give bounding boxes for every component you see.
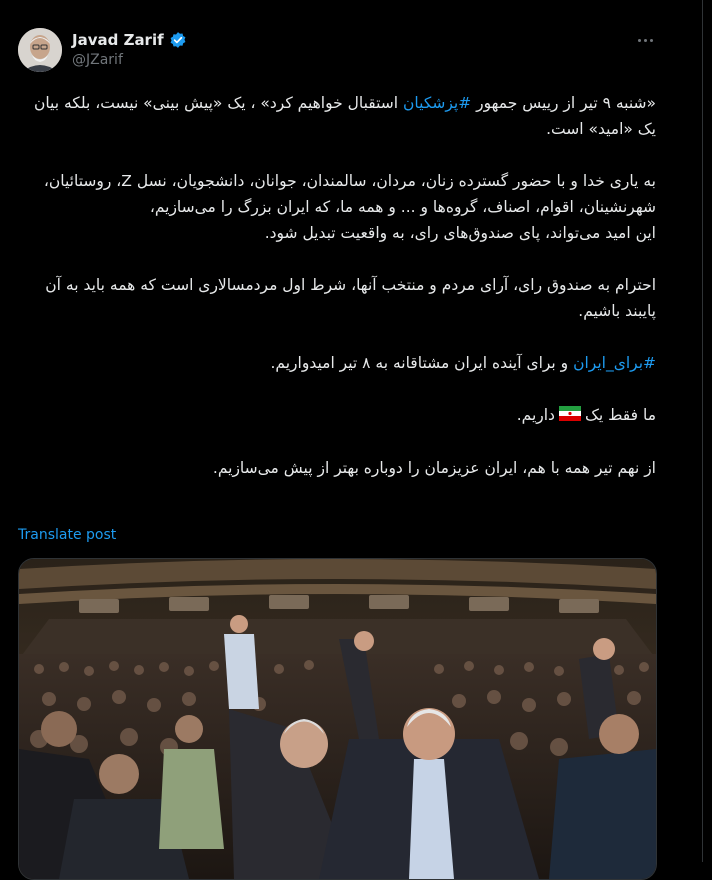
tweet-paragraph-1: «شنبه ۹ تیر از رییس جمهور #پزشکیان استقبال خواهیم کرد» ، یک «پیش بینی» نیست، بلکه بیان یک «امید» است. — [33, 94, 656, 138]
more-options-icon[interactable] — [634, 30, 656, 50]
tweet-paragraph-6: از نهم تیر همه با هم، ایران عزیزمان را دوباره بهتر از پیش می‌سازیم. — [212, 458, 656, 477]
hashtag-link[interactable]: #برای_ایران — [573, 354, 656, 372]
verified-badge-icon — [169, 31, 187, 49]
tweet-paragraph-3: احترام به صندوق رای، آرای مردم و منتخب آنها، شرط اول مردمسالاری است که همه باید به آن پایبند باشیم. — [45, 276, 656, 320]
timeline-divider — [702, 0, 703, 862]
tweet-paragraph-4: #برای_ایران و برای آینده ایران مشتاقانه به ۸ تیر امیدواریم. — [270, 354, 656, 372]
avatar[interactable] — [18, 28, 62, 72]
author-handle[interactable]: @JZarif — [72, 52, 123, 68]
tweet-paragraph-5: ما فقط یکداریم. — [18, 402, 656, 429]
iran-flag-emoji — [559, 403, 581, 429]
hashtag-link[interactable]: #پزشکیان — [403, 94, 472, 112]
tweet-paragraph-2b: این امید می‌تواند، پای صندوق‌های رای، به واقعیت تبدیل شود. — [264, 224, 656, 242]
tweet-paragraph-2: به یاری خدا و با حضور گسترده زنان، مردان، سالمندان، جوانان، دانشجویان، نسل Z، روستائیان، شهرنشینان، اقوام، اصناف، گروه‌ها و ... و همه ما، که ایران بزرگ را می‌سازیم، — [43, 172, 656, 216]
tweet-text — [18, 90, 656, 481]
tweet-photo[interactable] — [18, 558, 657, 880]
author-display-name[interactable]: Javad Zarif — [72, 31, 164, 49]
author-name-row[interactable] — [72, 30, 187, 50]
translate-post-link[interactable]: Translate post — [18, 527, 117, 543]
